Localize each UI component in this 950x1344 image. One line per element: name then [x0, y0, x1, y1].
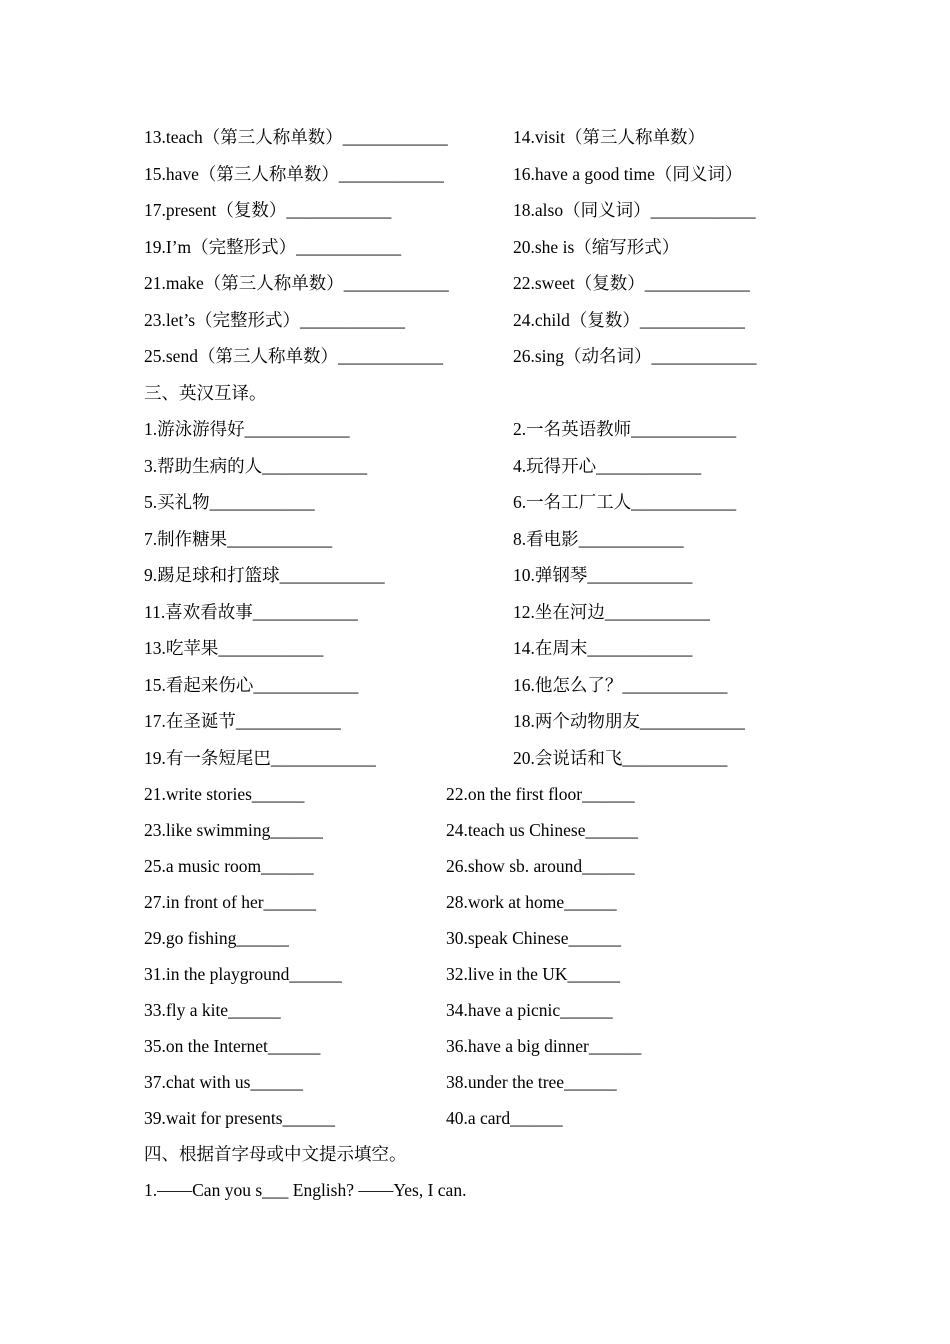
- en-item-31: 31.in the playground______: [144, 964, 342, 984]
- en-item-37: 37.chat with us______: [144, 1072, 303, 1092]
- en-item-32: 32.live in the UK______: [446, 964, 621, 984]
- en-item-30: 30.speak Chinese______: [446, 928, 621, 948]
- item-18: 18.also（同义词）____________: [513, 200, 756, 220]
- item-14: 14.visit（第三人称单数）: [513, 127, 706, 147]
- item-15: 15.have（第三人称单数）____________: [144, 164, 444, 184]
- s4-question-1: 1.——Can you s___ English? ——Yes, I can.: [144, 1180, 467, 1200]
- cn-item-3: 3.帮助生病的人____________: [144, 456, 368, 476]
- cn-item-4: 4.玩得开心____________: [513, 456, 702, 476]
- item-16: 16.have a good time（同义词）: [513, 164, 743, 184]
- en-item-33: 33.fly a kite______: [144, 1000, 281, 1020]
- item-23: 23.let’s（完整形式）____________: [144, 310, 406, 330]
- en-item-38: 38.under the tree______: [446, 1072, 617, 1092]
- en-item-21: 21.write stories______: [144, 784, 305, 804]
- en-item-39: 39.wait for presents______: [144, 1108, 336, 1128]
- en-item-24: 24.teach us Chinese______: [446, 820, 638, 840]
- cn-item-12: 12.坐在河边____________: [513, 602, 710, 622]
- cn-item-19: 19.有一条短尾巴____________: [144, 748, 376, 768]
- en-item-23: 23.like swimming______: [144, 820, 323, 840]
- cn-item-1: 1.游泳游得好____________: [144, 419, 350, 439]
- cn-item-20: 20.会说话和飞____________: [513, 748, 728, 768]
- cn-item-15: 15.看起来伤心____________: [144, 675, 359, 695]
- cn-item-2: 2.一名英语教师____________: [513, 419, 737, 439]
- item-20: 20.she is（缩写形式）: [513, 237, 680, 257]
- item-17: 17.present（复数）____________: [144, 200, 392, 220]
- en-item-27: 27.in front of her______: [144, 892, 317, 912]
- cn-item-18: 18.两个动物朋友____________: [513, 711, 745, 731]
- en-item-34: 34.have a picnic______: [446, 1000, 613, 1020]
- en-item-26: 26.show sb. around______: [446, 856, 635, 876]
- en-item-36: 36.have a big dinner______: [446, 1036, 642, 1056]
- cn-item-7: 7.制作糖果____________: [144, 529, 333, 549]
- cn-item-9: 9.踢足球和打篮球____________: [144, 565, 385, 585]
- cn-item-11: 11.喜欢看故事____________: [144, 602, 358, 622]
- en-item-40: 40.a card______: [446, 1108, 563, 1128]
- item-25: 25.send（第三人称单数）____________: [144, 346, 443, 366]
- en-item-22: 22.on the first floor______: [446, 784, 635, 804]
- item-19: 19.I’m（完整形式）____________: [144, 237, 402, 257]
- cn-item-16: 16.他怎么了？____________: [513, 675, 728, 695]
- item-13: 13.teach（第三人称单数）____________: [144, 127, 448, 147]
- en-item-25: 25.a music room______: [144, 856, 314, 876]
- section3-heading: 三、英汉互译。: [144, 383, 267, 403]
- cn-item-14: 14.在周末____________: [513, 638, 693, 658]
- item-24: 24.child（复数）____________: [513, 310, 745, 330]
- cn-item-6: 6.一名工厂工人____________: [513, 492, 737, 512]
- item-22: 22.sweet（复数）____________: [513, 273, 750, 293]
- en-item-29: 29.go fishing______: [144, 928, 289, 948]
- section4-heading: 四、根据首字母或中文提示填空。: [144, 1144, 407, 1164]
- en-item-28: 28.work at home______: [446, 892, 617, 912]
- cn-item-13: 13.吃苹果____________: [144, 638, 324, 658]
- cn-item-8: 8.看电影____________: [513, 529, 684, 549]
- cn-item-5: 5.买礼物____________: [144, 492, 315, 512]
- en-item-35: 35.on the Internet______: [144, 1036, 321, 1056]
- item-21: 21.make（第三人称单数）____________: [144, 273, 449, 293]
- cn-item-10: 10.弹钢琴____________: [513, 565, 693, 585]
- item-26: 26.sing（动名词）____________: [513, 346, 757, 366]
- cn-item-17: 17.在圣诞节____________: [144, 711, 341, 731]
